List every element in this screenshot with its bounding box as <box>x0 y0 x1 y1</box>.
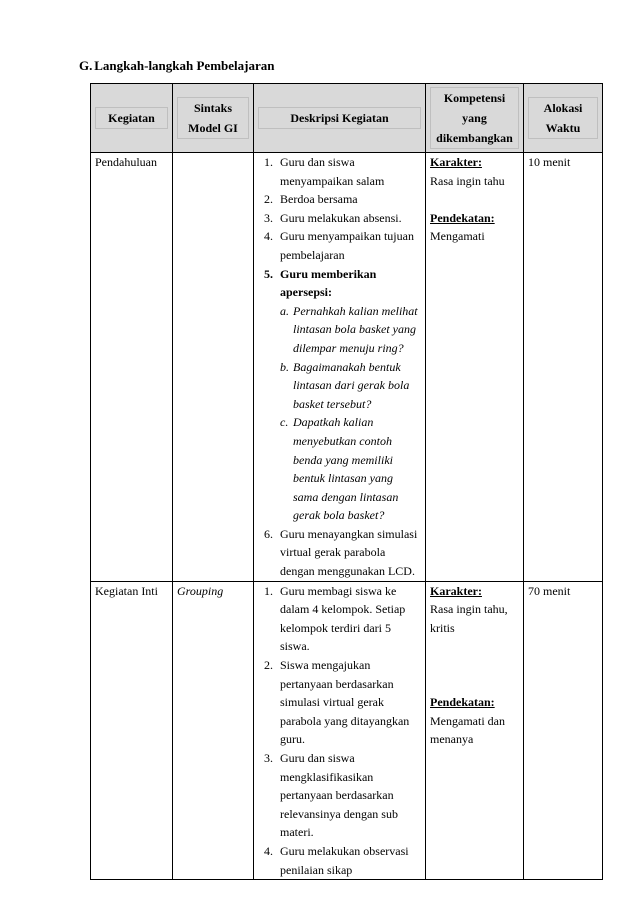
cell-sintaks: Grouping <box>173 581 254 880</box>
pendekatan-value: Mengamati <box>430 229 485 244</box>
list-item: b. Bagaimanakah bentuk lintasan dari gerak bola basket tersebut? <box>280 359 410 411</box>
learning-steps-table <box>90 83 603 880</box>
pendekatan-label: Pendekatan: <box>430 695 495 710</box>
list-item: 2. Siswa mengajukan pertanyaan berdasarkan simulasi virtual gerak parabola yang ditayangkan guru. <box>264 658 410 747</box>
karakter-value: Rasa ingin tahu, kritis <box>430 602 508 635</box>
karakter-value: Rasa ingin tahu <box>430 173 505 188</box>
cell-kegiatan: Kegiatan Inti <box>91 581 173 880</box>
header-kegiatan: Kegiatan <box>91 84 173 153</box>
cell-deskripsi <box>254 153 426 582</box>
pendekatan-value: Mengamati dan menanya <box>430 713 505 747</box>
list-item: 5. Guru memberikan apersepsi: a. Pernahkah kalian melihat lintasan bola basket yang dilempar menuju ring? b. Bagaimanakah bentuk lintasan dari gerak bola basket tersebut? c. Dapatkah kalian menyebutkan contoh benda yang memiliki bentuk lintasan yang sama dengan lintasan gerak bola basket? <box>258 265 421 525</box>
cell-sintaks <box>173 153 254 582</box>
cell-kompetensi <box>426 153 524 582</box>
list-item: 6. Guru menayangkan simulasi virtual gerak parabola dengan menggunakan LCD. <box>264 526 418 579</box>
table-row <box>91 153 603 582</box>
header-deskripsi: Deskripsi Kegiatan <box>254 84 426 153</box>
section-title: Langkah-langkah Pembelajaran <box>94 58 275 73</box>
karakter-label: Karakter: <box>430 155 482 169</box>
table-header-row <box>91 84 603 153</box>
section-heading <box>79 58 274 74</box>
table-row <box>91 581 603 880</box>
list-item: c. Dapatkah kalian menyebutkan contoh benda yang memiliki bentuk lintasan yang sama dengan lintasan gerak bola basket? <box>280 415 399 523</box>
cell-waktu: 10 menit <box>524 153 603 582</box>
list-item: 4. Guru menyampaikan tujuan pembelajaran <box>264 229 414 262</box>
list-item: 1. Guru membagi siswa ke dalam 4 kelompok. Setiap kelompok terdiri dari 5 siswa. <box>264 583 406 654</box>
section-number: G. <box>79 58 93 73</box>
header-kompetensi: Kompetensi yang dikembangkan <box>426 84 524 153</box>
list-item: 3. Guru melakukan absensi. <box>264 210 402 225</box>
activity-list <box>258 153 421 581</box>
activity-list <box>258 582 421 880</box>
header-sintaks: Sintaks Model GI <box>173 84 254 153</box>
cell-waktu: 70 menit <box>524 581 603 880</box>
karakter-label: Karakter: <box>430 583 482 598</box>
list-item: 2. Berdoa bersama <box>264 192 358 207</box>
apersepsi-questions <box>280 302 421 525</box>
cell-kegiatan: Pendahuluan <box>91 153 173 582</box>
list-item: 3. Guru dan siswa mengklasifikasikan pertanyaan berdasarkan relevansinya dengan sub materi. <box>264 751 398 840</box>
list-item: a. Pernahkah kalian melihat lintasan bola basket yang dilempar menuju ring? <box>280 303 418 355</box>
cell-kompetensi <box>426 581 524 880</box>
list-item: 1. Guru dan siswa menyampaikan salam <box>264 155 385 188</box>
pendekatan-label: Pendekatan: <box>430 210 495 225</box>
list-item: 4. Guru melakukan observasi penilaian sikap <box>264 843 409 877</box>
cell-deskripsi <box>254 581 426 880</box>
header-alokasi: Alokasi Waktu <box>524 84 603 153</box>
